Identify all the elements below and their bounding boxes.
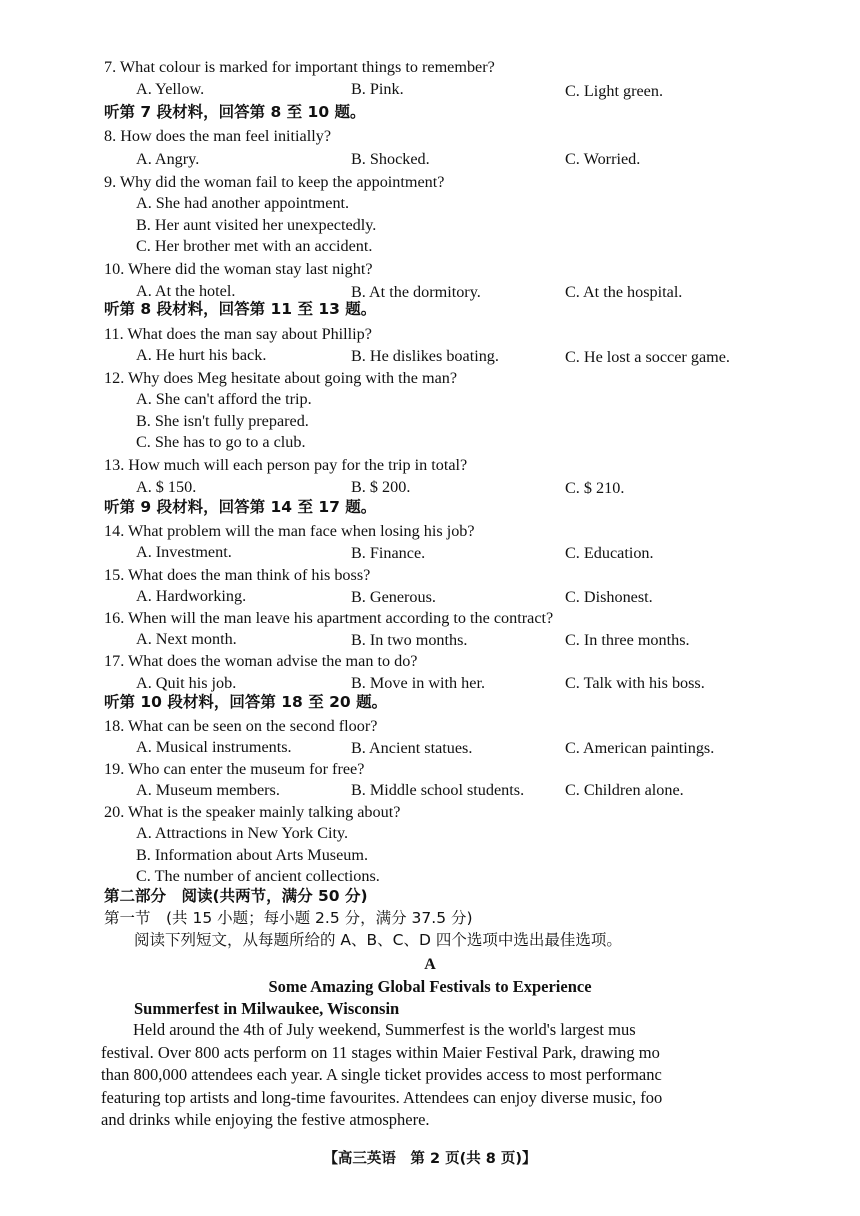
question-13: 13. How much will each person pay for the trip in total? — [104, 456, 468, 474]
q7-option-b: B. Pink. — [351, 80, 404, 98]
q8-option-b: B. Shocked. — [351, 150, 430, 168]
q12-option-c: C. She has to go to a club. — [136, 433, 306, 451]
q9-option-c: C. Her brother met with an accident. — [136, 237, 373, 255]
question-19: 19. Who can enter the museum for free? — [104, 760, 365, 778]
q7-option-c: C. Light green. — [565, 82, 664, 100]
passage-line: and drinks while enjoying the festive atmosphere. — [101, 1110, 430, 1130]
q17-option-a: A. Quit his job. — [136, 674, 237, 692]
question-18: 18. What can be seen on the second floor? — [104, 717, 378, 735]
question-17: 17. What does the woman advise the man to do? — [104, 652, 418, 670]
q14-option-c: C. Education. — [565, 544, 654, 562]
question-12: 12. Why does Meg hesitate about going with the man? — [104, 369, 458, 387]
q15-option-b: B. Generous. — [351, 588, 436, 606]
q13-option-c: C. $ 210. — [565, 479, 625, 497]
q16-option-c: C. In three months. — [565, 631, 690, 649]
question-15: 15. What does the man think of his boss? — [104, 566, 371, 584]
q17-option-b: B. Move in with her. — [351, 674, 485, 692]
passage-letter: A — [424, 956, 436, 973]
q15-option-c: C. Dishonest. — [565, 588, 653, 606]
q11-option-b: B. He dislikes boating. — [351, 347, 499, 365]
question-11: 11. What does the man say about Phillip? — [104, 325, 372, 343]
q18-option-b: B. Ancient statues. — [351, 739, 473, 757]
section-header-10: 听第 10 段材料，回答第 18 至 20 题。 — [104, 693, 388, 711]
section-header-9: 听第 9 段材料，回答第 14 至 17 题。 — [104, 498, 377, 516]
question-8: 8. How does the man feel initially? — [104, 127, 332, 145]
part2-title: 第二部分 阅读(共两节，满分 50 分) — [104, 887, 368, 905]
q13-option-b: B. $ 200. — [351, 478, 411, 496]
question-9: 9. Why did the woman fail to keep the appointment? — [104, 173, 445, 191]
q16-option-b: B. In two months. — [351, 631, 468, 649]
passage-line: festival. Over 800 acts perform on 11 stages within Maier Festival Park, drawing mo — [101, 1042, 660, 1062]
passage-line: than 800,000 attendees each year. A single ticket provides access to most performanc — [101, 1065, 662, 1085]
question-16: 16. When will the man leave his apartment according to the contract? — [104, 609, 554, 627]
passage-paragraph — [101, 1019, 860, 1132]
q15-option-a: A. Hardworking. — [136, 587, 247, 605]
q16-option-a: A. Next month. — [136, 630, 237, 648]
q11-option-a: A. He hurt his back. — [136, 346, 267, 364]
q19-option-a: A. Museum members. — [136, 781, 280, 799]
q12-option-b: B. She isn't fully prepared. — [136, 412, 309, 430]
q10-option-a: A. At the hotel. — [136, 282, 236, 300]
q19-option-b: B. Middle school students. — [351, 781, 525, 799]
q7-option-a: A. Yellow. — [136, 80, 205, 98]
question-20: 20. What is the speaker mainly talking about? — [104, 803, 401, 821]
q20-option-c: C. The number of ancient collections. — [136, 867, 380, 885]
passage-line: Held around the 4th of July weekend, Summerfest is the world's largest mus — [133, 1020, 636, 1039]
q9-option-a: A. She had another appointment. — [136, 194, 350, 212]
q20-option-b: B. Information about Arts Museum. — [136, 846, 368, 864]
q19-option-c: C. Children alone. — [565, 781, 684, 799]
part2-instruction: 阅读下列短文，从每题所给的 A、B、C、D 四个选项中选出最佳选项。 — [134, 931, 622, 949]
passage-title: Some Amazing Global Festivals to Experience — [268, 977, 592, 996]
passage-subtitle: Summerfest in Milwaukee, Wisconsin — [134, 999, 400, 1018]
q17-option-c: C. Talk with his boss. — [565, 674, 705, 692]
question-10: 10. Where did the woman stay last night? — [104, 260, 373, 278]
q8-option-c: C. Worried. — [565, 150, 641, 168]
q18-option-c: C. American paintings. — [565, 739, 715, 757]
q18-option-a: A. Musical instruments. — [136, 738, 292, 756]
question-7: 7. What colour is marked for important things to remember? — [104, 58, 495, 76]
q10-option-b: B. At the dormitory. — [351, 283, 481, 301]
q14-option-b: B. Finance. — [351, 544, 426, 562]
q14-option-a: A. Investment. — [136, 543, 232, 561]
part2-section1: 第一节 (共 15 小题；每小题 2.5 分，满分 37.5 分) — [104, 909, 473, 927]
q12-option-a: A. She can't afford the trip. — [136, 390, 312, 408]
q11-option-c: C. He lost a soccer game. — [565, 348, 730, 366]
passage-line: featuring top artists and long-time favourites. Attendees can enjoy diverse music, foo — [101, 1087, 663, 1107]
q8-option-a: A. Angry. — [136, 150, 200, 168]
page-footer: 【高三英语 第 2 页(共 8 页)】 — [323, 1151, 537, 1167]
q9-option-b: B. Her aunt visited her unexpectedly. — [136, 216, 377, 234]
q13-option-a: A. $ 150. — [136, 478, 197, 496]
section-header-8: 听第 8 段材料，回答第 11 至 13 题。 — [104, 300, 377, 318]
q10-option-c: C. At the hospital. — [565, 283, 683, 301]
section-header-7: 听第 7 段材料，回答第 8 至 10 题。 — [104, 103, 366, 121]
question-14: 14. What problem will the man face when losing his job? — [104, 522, 475, 540]
q20-option-a: A. Attractions in New York City. — [136, 824, 349, 842]
